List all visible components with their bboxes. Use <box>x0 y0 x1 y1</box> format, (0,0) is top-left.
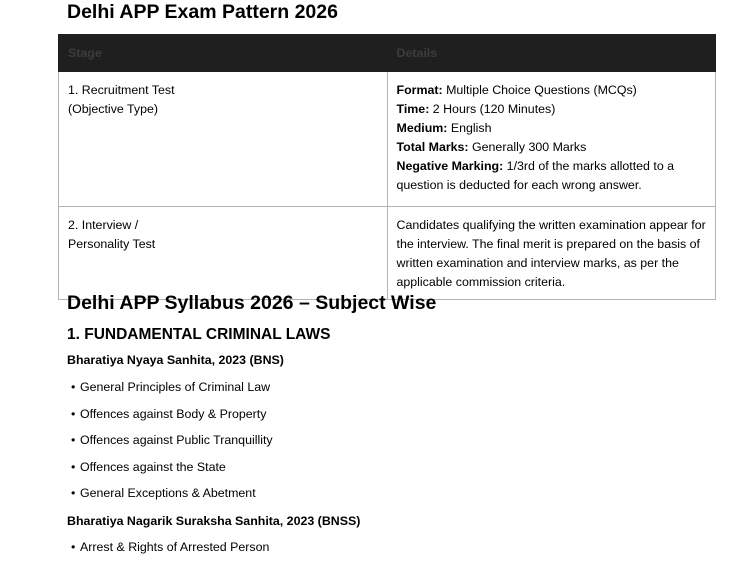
bullet-icon: • <box>71 406 76 421</box>
exam-pattern-table <box>58 34 716 300</box>
subsection-heading-bnss: Bharatiya Nagarik Suraksha Sanhita, 2023 (BNSS) <box>67 514 361 528</box>
stage-name: 2. Interview / <box>68 218 139 232</box>
stage-type: (Objective Type) <box>68 102 158 116</box>
detail-value: Multiple Choice Questions (MCQs) <box>442 83 637 97</box>
detail-label: Format: <box>396 83 443 97</box>
stage-name: 1. Recruitment Test <box>68 83 175 97</box>
detail-time <box>397 100 707 119</box>
exam-pattern-title: Delhi APP Exam Pattern 2026 <box>67 1 338 23</box>
bullet-icon: • <box>71 459 76 474</box>
list-item-text: Offences against the State <box>80 459 226 474</box>
list-item-text: Offences against Body & Property <box>80 406 267 421</box>
bnss-topic-list <box>71 539 269 566</box>
stage-column-header: Stage <box>59 35 388 72</box>
detail-value: English <box>447 121 492 135</box>
table-row <box>59 72 716 207</box>
stage-type: Personality Test <box>68 237 156 251</box>
list-item <box>71 539 269 566</box>
list-item-text: Arrest & Rights of Arrested Person <box>80 540 270 554</box>
detail-label: Time: <box>396 102 430 116</box>
details-cell: Candidates qualifying the written examination appear for the interview. The final merit is prepared on the basis of written examination and interview marks, as per the applicable commission criteria. <box>387 207 716 300</box>
list-item <box>71 485 273 512</box>
detail-value: 1/3rd of the marks allotted to a question is deducted for each wrong answer. <box>396 159 675 192</box>
list-item <box>71 379 273 406</box>
detail-negative-marking <box>397 157 707 195</box>
detail-label: Total Marks: <box>396 140 469 154</box>
details-cell <box>387 72 716 207</box>
list-item-text: General Exceptions & Abetment <box>80 486 256 500</box>
bns-topic-list <box>71 379 273 512</box>
section-heading: 1. FUNDAMENTAL CRIMINAL LAWS <box>67 326 331 343</box>
bullet-icon: • <box>71 486 76 500</box>
bullet-icon: • <box>71 433 76 447</box>
detail-format <box>397 81 707 100</box>
stage-cell <box>59 72 388 207</box>
list-item <box>71 406 273 433</box>
details-column-header: Details <box>387 35 716 72</box>
table-row <box>59 207 716 300</box>
list-item <box>71 459 273 486</box>
detail-value: Generally 300 Marks <box>468 140 587 154</box>
list-item-text: General Principles of Criminal Law <box>80 380 271 394</box>
table-header-row <box>59 35 716 72</box>
detail-value: 2 Hours (120 Minutes) <box>429 102 556 116</box>
bullet-icon: • <box>71 380 76 394</box>
list-item-text: Offences against Public Tranquillity <box>80 433 273 447</box>
list-item <box>71 432 273 459</box>
stage-cell <box>59 207 388 300</box>
syllabus-title: Delhi APP Syllabus 2026 – Subject Wise <box>67 292 437 314</box>
bullet-icon: • <box>71 540 76 554</box>
detail-medium <box>397 119 707 138</box>
detail-label: Medium: <box>396 121 448 135</box>
detail-total-marks <box>397 138 707 157</box>
detail-label: Negative Marking: <box>396 159 504 173</box>
subsection-heading-bns: Bharatiya Nyaya Sanhita, 2023 (BNS) <box>67 353 284 367</box>
